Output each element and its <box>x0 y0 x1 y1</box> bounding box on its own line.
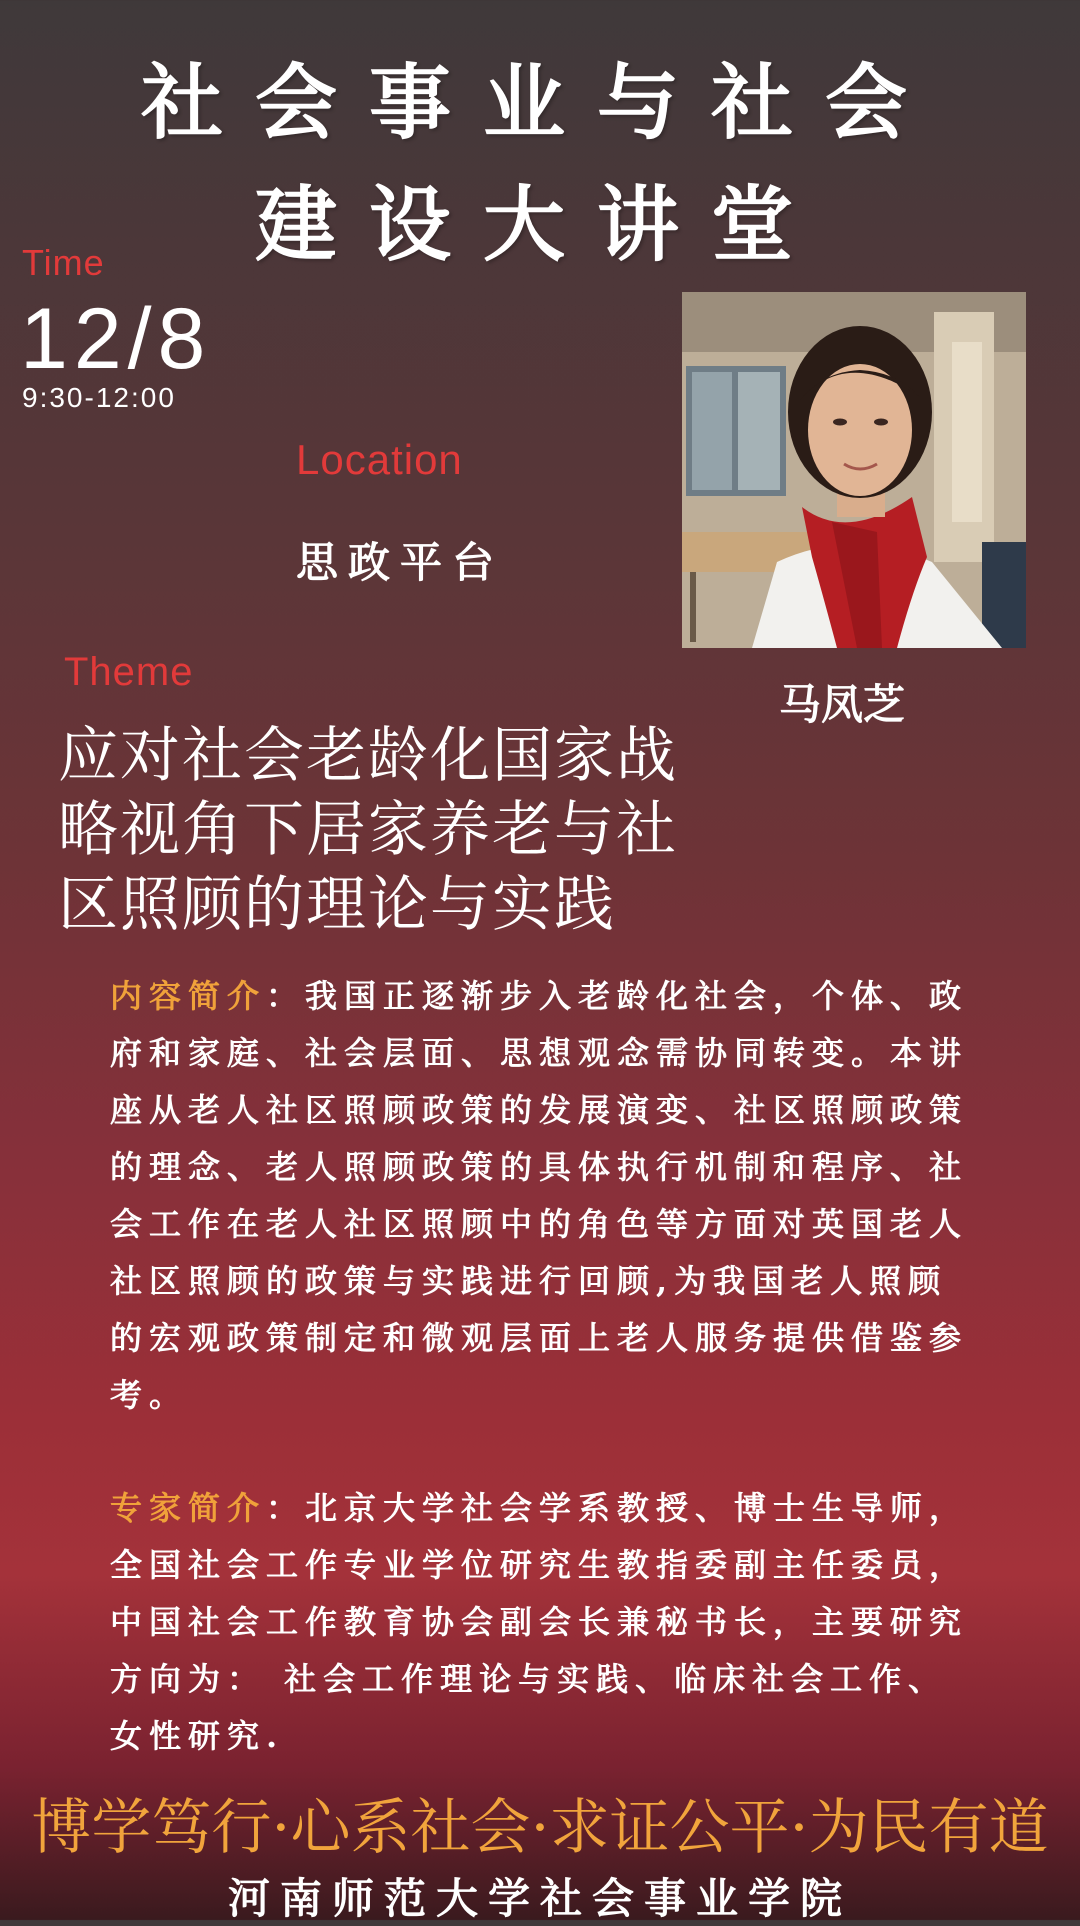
theme-label: Theme <box>64 650 194 694</box>
content-intro-label: 内容简介 <box>110 977 267 1015</box>
speaker-name: 马凤芝 <box>778 680 905 729</box>
event-time-range: 9:30-12:00 <box>22 382 176 413</box>
event-date: 12/8 <box>20 291 212 387</box>
expert-intro <box>110 1480 980 1765</box>
theme-line-1: 应对社会老龄化国家战 <box>58 721 678 791</box>
footer-motto: 博学笃行·心系社会·求证公平·为民有道 <box>31 1793 1049 1863</box>
expert-intro-text: ：北京大学社会学系教授、博士生导师，全国社会工作专业学位研究生教指委副主任委员，中国社会工作教育协会副会长兼秘书长，主要研究方向为： 社会工作理论与实践、临床社会工作、女性研究. <box>110 1489 969 1755</box>
content-intro-text: ：我国正逐渐步入老龄化社会，个体、政府和家庭、社会层面、思想观念需协同转变。本讲座从老人社区照顾政策的发展演变、社区照顾政策的理念、老人照顾政策的具体执行机制和程序、社会工作在老人社区照顾中的角色等方面对英国老人社区照顾的政策与实践进行回顾,为我国老人照顾的宏观政策制定和微观层面上老人服务提供借鉴参考。 <box>110 977 969 1414</box>
location-value: 思政平台 <box>296 538 505 587</box>
location-label: Location <box>296 436 463 483</box>
content-intro <box>110 968 980 1424</box>
time-label: Time <box>22 242 105 283</box>
footer-college-name: 河南师范大学社会事业学院 <box>227 1874 852 1923</box>
poster-title-line-1: 社会事业与社会 <box>140 56 939 151</box>
speaker-photo-illustration <box>682 292 1026 648</box>
poster-title-line-2: 建设大讲堂 <box>254 178 825 273</box>
expert-intro-label: 专家简介 <box>110 1489 267 1527</box>
theme-line-2: 略视角下居家养老与社 <box>58 795 678 865</box>
speaker-photo <box>682 292 1026 648</box>
theme-line-3: 区照顾的理论与实践 <box>58 870 616 940</box>
